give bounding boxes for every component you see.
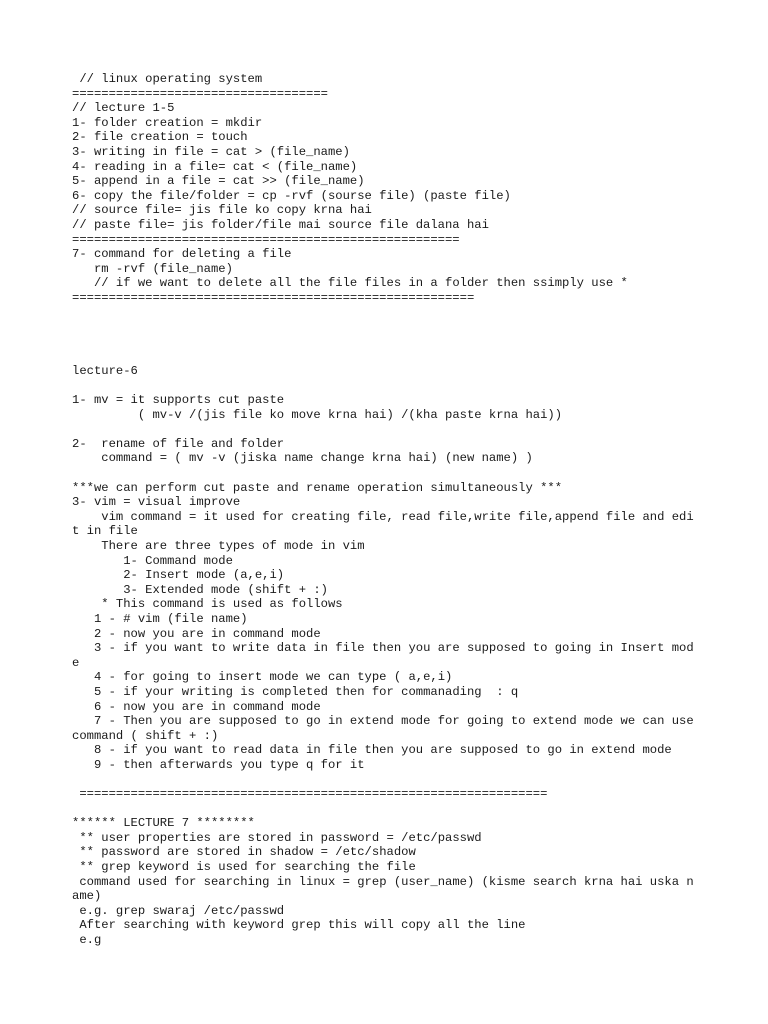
text-line: 2- Insert mode (a,e,i): [72, 568, 285, 583]
text-line: [72, 802, 696, 817]
text-line: // lecture 1-5: [72, 101, 175, 116]
text-line: ** user properties are stored in password = /etc/passwd: [72, 830, 482, 845]
text-line: ** grep keyword is used for searching the file: [72, 860, 416, 875]
text-line: 5 - if your writing is completed then for commanading : q: [72, 684, 519, 699]
text-line: ================================================================: [72, 787, 548, 802]
text-line: 7- command for deleting a file: [72, 247, 292, 262]
text-line: =======================================================: [72, 290, 475, 305]
text-line: 3- vim = visual improve: [72, 495, 241, 510]
text-line: 7 - Then you are supposed to go in extend mode for going to extend mode we can use command ( shift + :): [72, 714, 702, 743]
text-line: command used for searching in linux = grep (user_name) (kisme search krna hai uska name): [72, 874, 694, 904]
text-line: 8 - if you want to read data in file then you are supposed to go in extend mode: [72, 743, 672, 758]
text-line: command = ( mv -v (jiska name change krna hai) (new name) ): [72, 451, 533, 466]
text-line: lecture-6: [72, 363, 138, 378]
text-line: 1 - # vim (file name): [72, 611, 248, 626]
text-line: 5- append in a file = cat >> (file_name): [72, 174, 365, 189]
text-line: 1- folder creation = mkdir: [72, 115, 263, 130]
text-line: 2 - now you are in command mode: [72, 626, 321, 641]
text-line: 2- file creation = touch: [72, 130, 248, 145]
document-body: [72, 72, 702, 948]
text-line: rm -rvf (file_name): [72, 261, 233, 276]
text-line: e.g: [72, 933, 102, 948]
text-line: 3 - if you want to write data in file then you are supposed to going in Insert mode: [72, 641, 694, 670]
text-line: 2- rename of file and folder: [72, 436, 285, 451]
text-line: ** password are stored in shadow = /etc/shadow: [72, 845, 416, 860]
text-line: After searching with keyword grep this will copy all the line: [72, 918, 526, 933]
text-line: // source file= jis file ko copy krna hai: [72, 203, 372, 218]
text-line: [72, 422, 696, 437]
text-line: [72, 320, 696, 335]
text-line: // linux operating system: [72, 72, 263, 86]
text-line: [72, 378, 696, 393]
text-line: [72, 466, 696, 481]
text-line: 9 - then afterwards you type q for it: [72, 757, 365, 772]
text-line: [72, 335, 696, 350]
text-line: 4- reading in a file= cat < (file_name): [72, 159, 358, 174]
text-line: [72, 306, 696, 321]
text-line: e.g. grep swaraj /etc/passwd: [72, 903, 285, 918]
text-line: 6 - now you are in command mode: [72, 699, 321, 714]
text-line: ***we can perform cut paste and rename operation simultaneously ***: [72, 480, 563, 495]
text-line: [72, 349, 696, 364]
text-line: // paste file= jis folder/file mai source file dalana hai: [72, 217, 489, 232]
text-line: There are three types of mode in vim: [72, 539, 365, 553]
text-line: * This command is used as follows: [72, 597, 343, 612]
text-line: 3- writing in file = cat > (file_name): [72, 144, 350, 159]
text-line: 4 - for going to insert mode we can type ( a,e,i): [72, 670, 453, 685]
text-line: // if we want to delete all the file files in a folder then ssimply use *: [72, 276, 628, 291]
text-line: 3- Extended mode (shift + :): [72, 582, 328, 597]
text-line: ===================================: [72, 86, 328, 101]
text-line: vim command = it used for creating file, read file,write file,append file and edit in file: [72, 509, 694, 539]
text-line: =====================================================: [72, 232, 460, 247]
text-line: 1- mv = it supports cut paste: [72, 393, 285, 408]
text-line: [72, 773, 696, 788]
text-line: 6- copy the file/folder = cp -rvf (sourse file) (paste file): [72, 188, 511, 203]
text-line: ( mv-v /(jis file ko move krna hai) /(kha paste krna hai)): [72, 407, 563, 422]
text-line: ****** LECTURE 7 ********: [72, 816, 255, 831]
text-line: 1- Command mode: [72, 553, 233, 568]
